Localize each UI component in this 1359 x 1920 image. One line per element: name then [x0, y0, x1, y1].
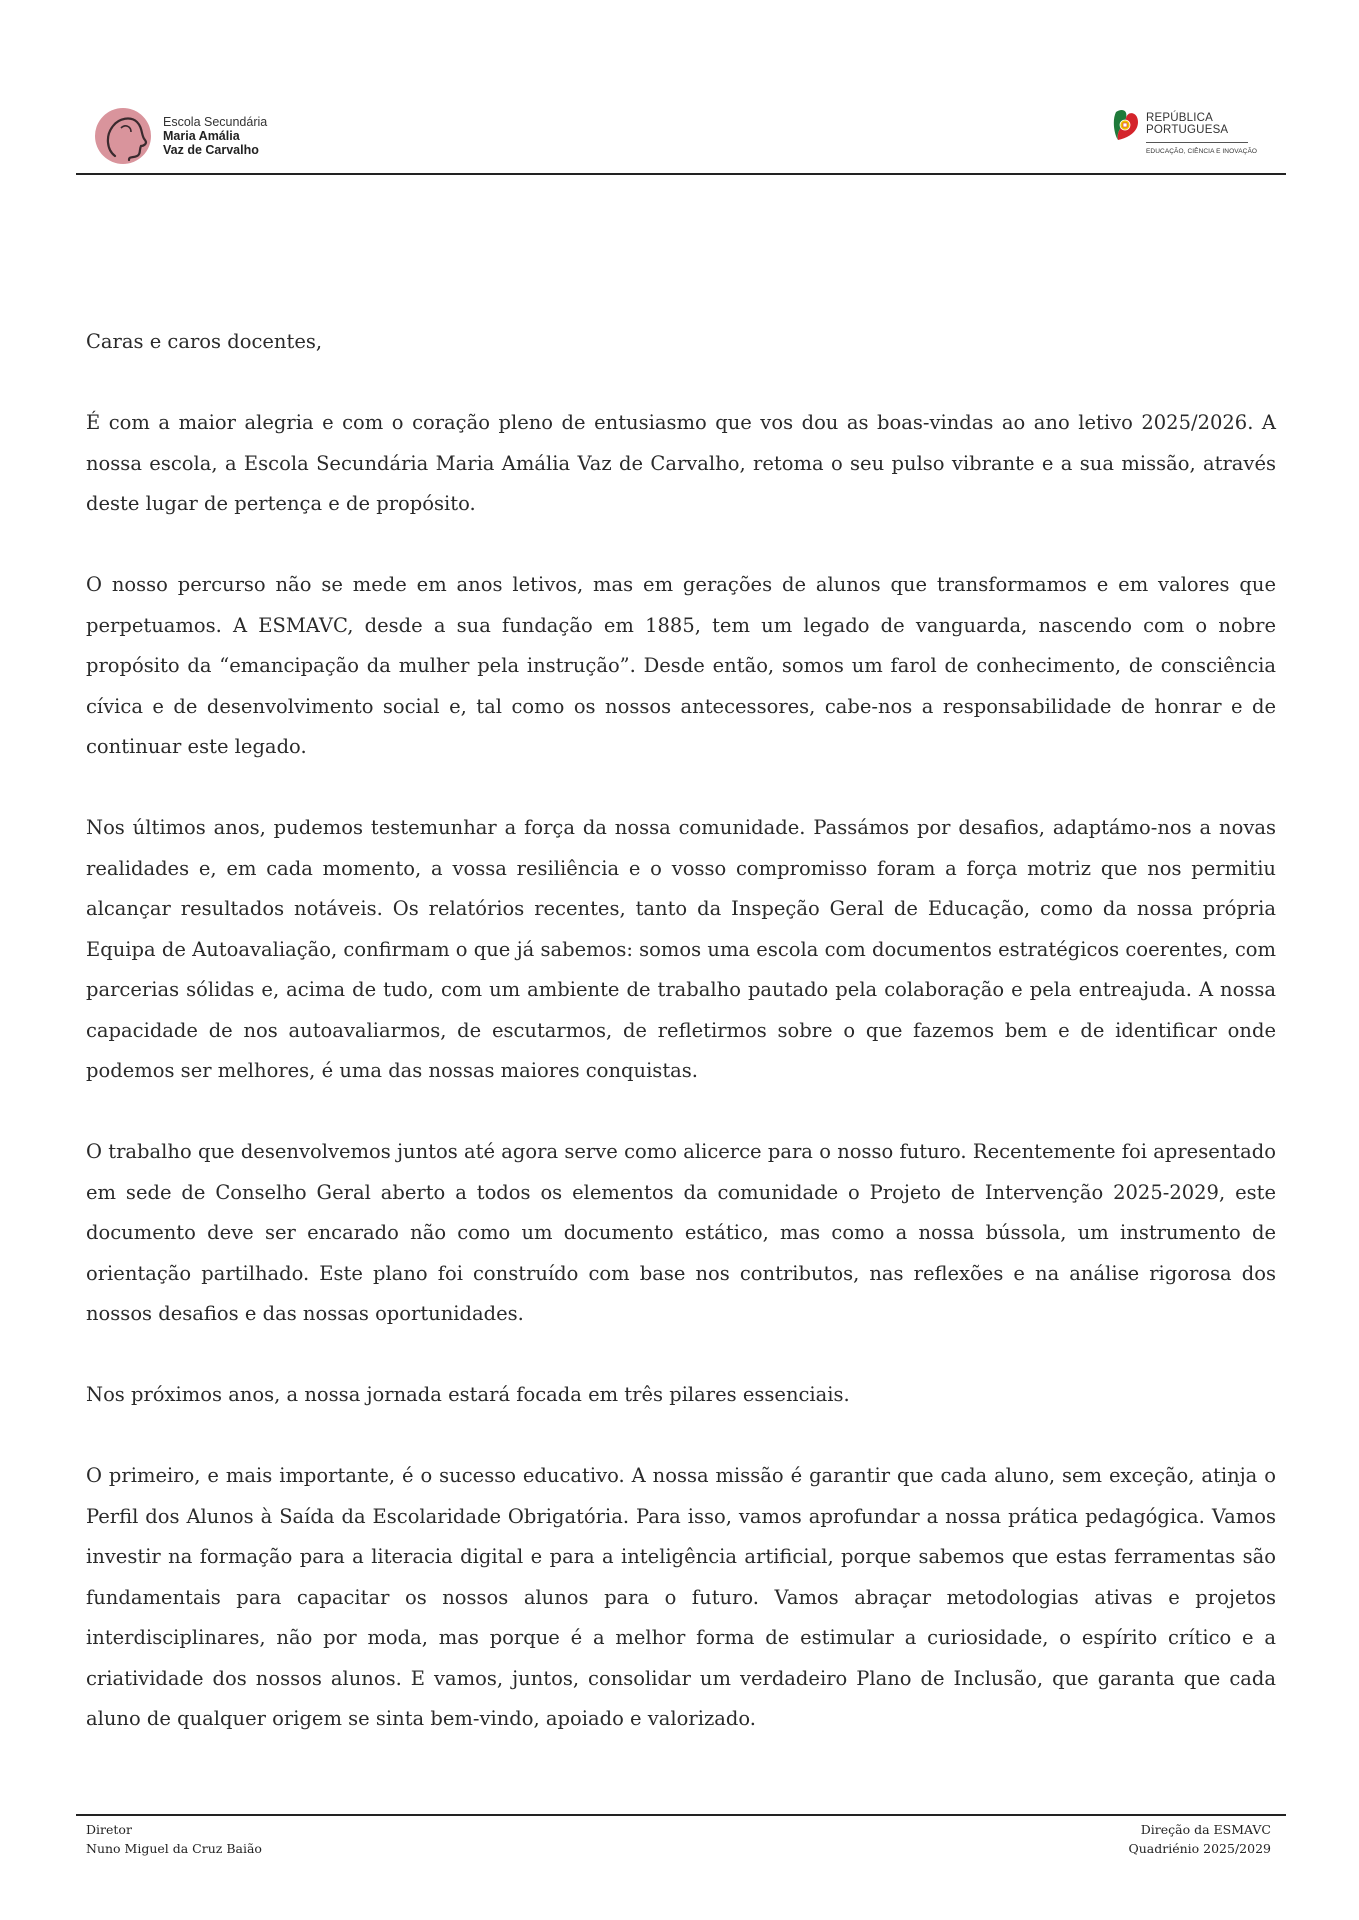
republic-logo	[1112, 104, 1262, 160]
page-header	[76, 100, 1286, 174]
signatory-name: Nuno Miguel da Cruz Baião	[86, 1841, 262, 1856]
portugal-flag-icon	[1112, 108, 1140, 144]
school-name-line1: Escola Secundária	[163, 115, 268, 129]
republic-divider	[1146, 142, 1248, 143]
direction-name: Direção da ESMAVC	[1140, 1822, 1271, 1837]
letter-body	[86, 322, 1276, 1780]
letter-paragraph: Nos últimos anos, pudemos testemunhar a força da nossa comunidade. Passámos por desafios, adaptámo-nos a novas realidades e, em cada momento, a vossa resiliência e o vosso compromisso foram a força motriz que nos permitiu alcançar resultados notáveis. Os relatórios recentes, tanto da Inspeção Geral de Educação, como da nossa própria Equipa de Autoavaliação, confirmam o que já sabemos: somos uma escola com documentos estratégicos coerentes, com parcerias sólidas e, acima de tudo, com um ambiente de trabalho pautado pela colaboração e pela entreajuda. A nossa capacidade de nos autoavaliarmos, de escutarmos, de refletirmos sobre o que fazemos bem e de identificar onde podemos ser melhores, é uma das nossas maiores conquistas.	[86, 816, 1276, 1082]
letter-paragraph: O primeiro, e mais importante, é o sucesso educativo. A nossa missão é garantir que cada aluno, sem exceção, atinja o Perfil dos Alunos à Saída da Escolaridade Obrigatória. Para isso, vamos aprofundar a nossa prática pedagógica. Vamos investir na formação para a literacia digital e para a inteligência artificial, porque sabemos que estas ferramentas são fundamentais para capacitar os nossos alunos para o futuro. Vamos abraçar metodologias ativas e projetos interdisciplinares, não por moda, mas porque é a melhor forma de estimular a curiosidade, o espírito crítico e a criatividade dos nossos alunos. E vamos, juntos, consolidar um verdadeiro Plano de Inclusão, que garanta que cada aluno de qualquer origem se sinta bem-vindo, apoiado e valorizado.	[86, 1464, 1276, 1730]
letter-paragraph: É com a maior alegria e com o coração pleno de entusiasmo que vos dou as boas-vindas ao ano letivo 2025/2026. A nossa escola, a Escola Secundária Maria Amália Vaz de Carvalho, retoma o seu pulso vibrante e a sua missão, através deste lugar de pertença e de propósito.	[86, 411, 1276, 515]
republic-name-line1: REPÚBLICA	[1146, 112, 1213, 124]
header-divider	[76, 173, 1286, 175]
school-name-line3: Vaz de Carvalho	[163, 143, 259, 157]
footer-divider	[76, 1814, 1286, 1816]
direction-block	[1128, 1820, 1271, 1858]
school-logo	[93, 106, 267, 166]
republic-name-line2: PORTUGUESA	[1146, 124, 1229, 136]
letter-paragraph: O trabalho que desenvolvemos juntos até agora serve como alicerce para o nosso futuro. Recentemente foi apresentado em sede de Conselho Geral aberto a todos os elementos da comunidade o Projeto de Intervenção 2025-2029, este documento deve ser encarado não como um documento estático, mas como a nossa bússola, um instrumento de orientação partilhado. Este plano foi construído com base nos contributos, nas reflexões e na análise rigorosa dos nossos desafios e das nossas oportunidades.	[86, 1140, 1276, 1325]
letter-greeting: Caras e caros docentes,	[86, 330, 323, 353]
letter-paragraph: Nos próximos anos, a nossa jornada estará focada em três pilares essenciais.	[86, 1383, 850, 1406]
direction-term: Quadriénio 2025/2029	[1128, 1841, 1271, 1856]
school-emblem-icon	[93, 106, 157, 166]
school-name	[163, 115, 267, 157]
school-name-line2: Maria Amália	[163, 129, 240, 143]
republic-name	[1146, 112, 1228, 136]
signature-block	[86, 1820, 262, 1858]
signatory-role: Diretor	[86, 1822, 132, 1837]
letter-paragraph: O nosso percurso não se mede em anos letivos, mas em gerações de alunos que transformamos e em valores que perpetuamos. A ESMAVC, desde a sua fundação em 1885, tem um legado de vanguarda, nascendo com o nobre propósito da “emancipação da mulher pela instrução”. Desde então, somos um farol de conhecimento, de consciência cívica e de desenvolvimento social e, tal como os nossos antecessores, cabe-nos a responsabilidade de honrar e de continuar este legado.	[86, 573, 1276, 758]
republic-subtitle: EDUCAÇÃO, CIÊNCIA E INOVAÇÃO	[1146, 148, 1258, 155]
